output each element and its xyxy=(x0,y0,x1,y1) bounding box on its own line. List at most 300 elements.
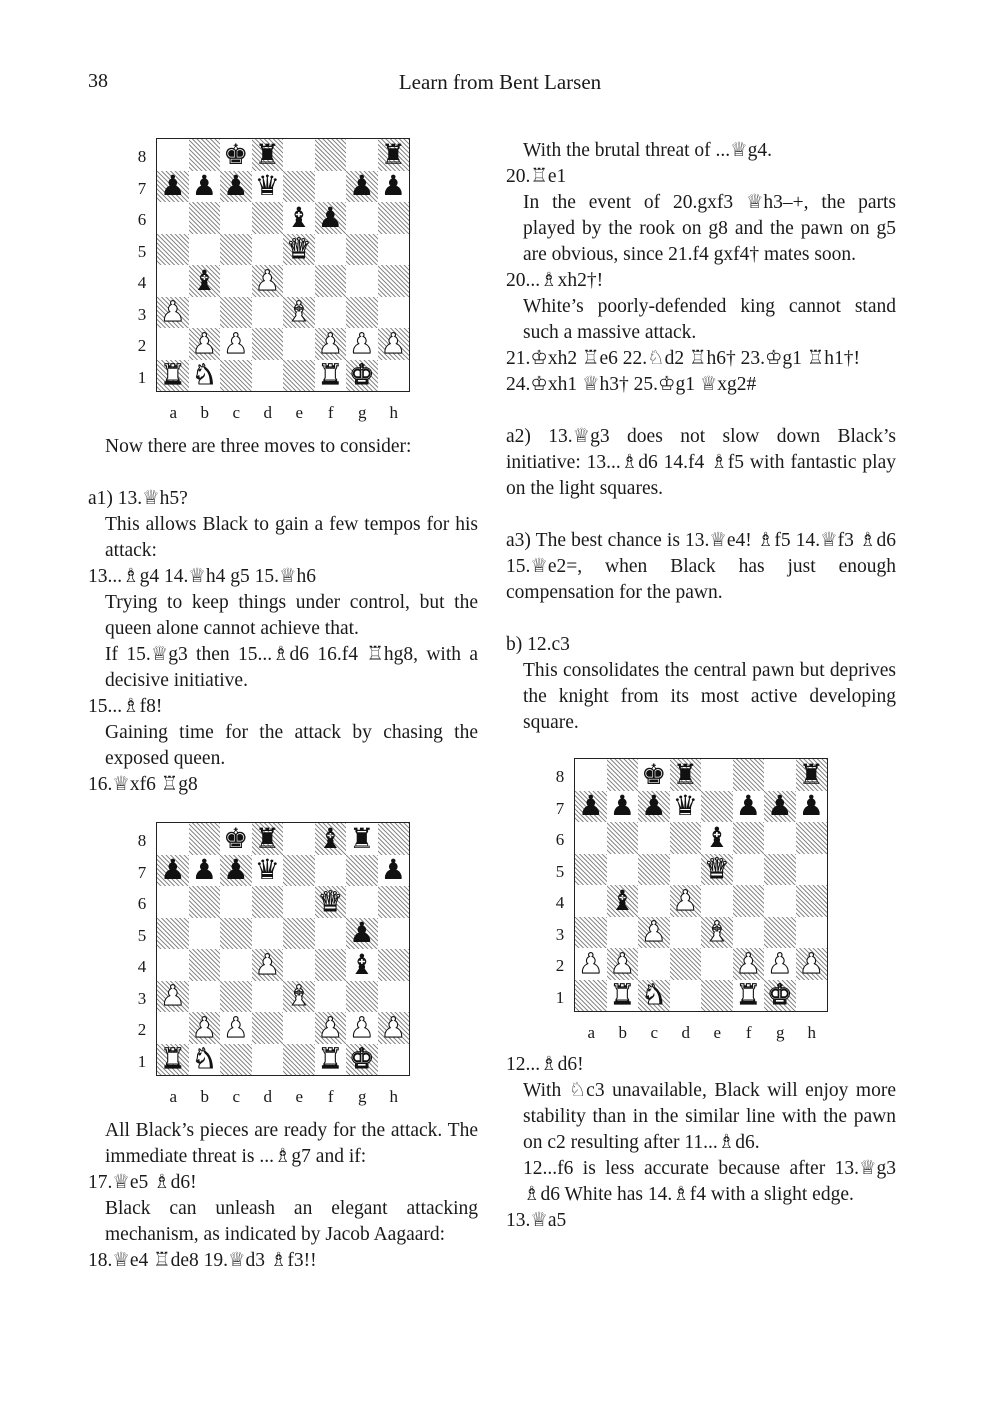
white-bishop-icon: ♝ xyxy=(704,915,730,949)
move-line: 15...♗f8! xyxy=(88,696,163,717)
file-label: b xyxy=(200,403,209,422)
black-pawn-icon: ♟ xyxy=(349,169,375,203)
square-b7 xyxy=(189,171,221,203)
square-a2 xyxy=(157,328,189,360)
black-king-icon: ♚ xyxy=(223,821,249,855)
square-b1 xyxy=(607,980,639,1012)
comment-paragraph: If 15.♕g3 then 15...♗d6 16.f4 ♖hg8, with a decisive initiative. xyxy=(105,644,478,691)
file-label: h xyxy=(807,1023,816,1042)
square-b3 xyxy=(189,297,221,329)
white-knight-icon: ♞ xyxy=(641,978,667,1012)
square-d6 xyxy=(670,822,702,854)
square-c2 xyxy=(220,1012,252,1044)
square-e1 xyxy=(701,980,733,1012)
square-a5 xyxy=(157,234,189,266)
square-f6 xyxy=(315,886,347,918)
square-a6 xyxy=(575,822,607,854)
black-rook-icon: ♜ xyxy=(798,757,824,791)
square-f6 xyxy=(315,202,347,234)
square-g7 xyxy=(346,171,378,203)
white-rook-icon: ♜ xyxy=(609,978,635,1012)
square-c2 xyxy=(220,328,252,360)
comment-paragraph: With ♘c3 unavailable, Black will enjoy more stability than in the similar line with the pawn on c2 resulting after 11...♗d6. xyxy=(523,1080,896,1153)
black-pawn-icon: ♟ xyxy=(380,169,406,203)
square-d5 xyxy=(670,854,702,886)
white-pawn-icon: ♟ xyxy=(380,326,406,360)
square-d7 xyxy=(252,171,284,203)
black-rook-icon: ♜ xyxy=(254,137,280,171)
square-e2 xyxy=(283,1012,315,1044)
square-g3 xyxy=(764,917,796,949)
square-e7 xyxy=(283,855,315,887)
square-c8 xyxy=(220,139,252,171)
square-b2 xyxy=(189,328,221,360)
square-f2 xyxy=(315,328,347,360)
square-g8 xyxy=(346,823,378,855)
square-a4 xyxy=(157,265,189,297)
square-f8 xyxy=(315,139,347,171)
move-line: 20...♗xh2†! xyxy=(506,270,604,291)
file-label: d xyxy=(263,1087,272,1106)
square-b6 xyxy=(189,886,221,918)
square-b5 xyxy=(189,234,221,266)
rank-label: 1 xyxy=(555,987,565,1007)
comment-paragraph: 12...f6 is less accurate because after 13.♕g3 ♗d6 White has 14.♗f4 with a slight edge. xyxy=(523,1158,896,1205)
square-g3 xyxy=(346,981,378,1013)
square-d1 xyxy=(670,980,702,1012)
square-a1 xyxy=(157,1044,189,1076)
rank-label: 6 xyxy=(137,210,147,229)
rank-label: 4 xyxy=(555,893,565,912)
square-g4 xyxy=(346,949,378,981)
square-h1 xyxy=(378,360,410,392)
square-b4 xyxy=(189,265,221,297)
text-line: Now there are three moves to consider: xyxy=(105,436,412,457)
square-d1 xyxy=(252,1044,284,1076)
black-rook-icon: ♜ xyxy=(672,757,698,791)
square-a1 xyxy=(575,980,607,1012)
square-g1 xyxy=(764,980,796,1012)
square-a3 xyxy=(157,297,189,329)
white-pawn-icon: ♟ xyxy=(191,1010,217,1044)
white-rook-icon: ♜ xyxy=(317,1042,343,1076)
square-b4 xyxy=(607,885,639,917)
chess-diagram-1 xyxy=(88,137,406,428)
comment-paragraph: All Black’s pieces are ready for the attack. The immediate threat is ...♗g7 and if: xyxy=(105,1120,478,1167)
white-bishop-icon: ♝ xyxy=(286,979,312,1013)
square-g6 xyxy=(346,202,378,234)
square-a8 xyxy=(157,139,189,171)
square-d6 xyxy=(252,886,284,918)
file-label: a xyxy=(587,1023,596,1042)
square-c3 xyxy=(638,917,670,949)
move-line: 18.♕e4 ♖de8 19.♕d3 ♗f3!! xyxy=(88,1250,317,1271)
square-g2 xyxy=(346,1012,378,1044)
rank-label: 7 xyxy=(137,178,147,198)
square-d1 xyxy=(252,360,284,392)
square-f3 xyxy=(315,297,347,329)
rank-label: 8 xyxy=(555,767,565,786)
file-label: d xyxy=(263,403,272,422)
square-d2 xyxy=(252,1012,284,1044)
white-pawn-icon: ♟ xyxy=(798,946,824,980)
square-a5 xyxy=(575,854,607,886)
square-h2 xyxy=(378,1012,410,1044)
rank-label: 6 xyxy=(137,894,147,913)
square-h4 xyxy=(796,885,828,917)
square-d3 xyxy=(670,917,702,949)
black-pawn-icon: ♟ xyxy=(160,853,186,887)
black-pawn-icon: ♟ xyxy=(609,789,635,823)
square-a7 xyxy=(157,171,189,203)
rank-label: 2 xyxy=(137,336,147,355)
black-bishop-icon: ♝ xyxy=(317,821,343,855)
square-e8 xyxy=(283,139,315,171)
move-line: 17.♕e5 ♗d6! xyxy=(88,1172,197,1193)
white-pawn-icon: ♟ xyxy=(641,915,667,949)
comment-paragraph: In the event of 20.gxf3 ♕h3–+, the parts played by the rook on g8 and the pawn on g5 are obvious, since 21.f4 gxf4† mates soon. xyxy=(523,192,896,265)
square-e5 xyxy=(283,234,315,266)
square-c6 xyxy=(220,202,252,234)
square-e8 xyxy=(283,823,315,855)
file-label: a xyxy=(169,403,178,422)
square-h8 xyxy=(796,759,828,791)
square-c7 xyxy=(638,791,670,823)
comment-paragraph: White’s poorly-defended king cannot stand such a massive attack. xyxy=(523,296,896,343)
square-f1 xyxy=(733,980,765,1012)
square-a5 xyxy=(157,918,189,950)
square-b1 xyxy=(189,360,221,392)
square-f2 xyxy=(315,1012,347,1044)
move-line: 16.♕xf6 ♖g8 xyxy=(88,774,198,795)
white-pawn-icon: ♟ xyxy=(191,326,217,360)
square-e6 xyxy=(701,822,733,854)
square-f4 xyxy=(315,265,347,297)
square-e2 xyxy=(701,948,733,980)
square-g6 xyxy=(764,822,796,854)
square-b5 xyxy=(607,854,639,886)
square-h3 xyxy=(796,917,828,949)
black-pawn-icon: ♟ xyxy=(223,169,249,203)
rank-label: 5 xyxy=(137,925,147,945)
square-d8 xyxy=(252,139,284,171)
comment-paragraph: With the brutal threat of ...♕g4. xyxy=(523,140,773,161)
black-queen-icon: ♛ xyxy=(672,789,698,823)
white-pawn-icon: ♟ xyxy=(254,263,280,297)
file-label: h xyxy=(389,403,398,422)
black-king-icon: ♚ xyxy=(223,137,249,171)
square-a7 xyxy=(575,791,607,823)
rank-label: 2 xyxy=(555,956,565,975)
white-bishop-icon: ♝ xyxy=(286,295,312,329)
black-pawn-icon: ♟ xyxy=(317,200,343,234)
black-pawn-icon: ♟ xyxy=(767,789,793,823)
square-h7 xyxy=(378,171,410,203)
square-b7 xyxy=(189,855,221,887)
black-pawn-icon: ♟ xyxy=(578,789,604,823)
square-g8 xyxy=(764,759,796,791)
chessboard xyxy=(156,822,410,1076)
white-pawn-icon: ♟ xyxy=(223,326,249,360)
white-queen-icon: ♛ xyxy=(704,852,730,886)
comment-paragraph: Black can unleash an elegant attacking mechanism, as indicated by Jacob Aagaard: xyxy=(105,1198,478,1245)
file-label: g xyxy=(358,403,367,422)
square-a4 xyxy=(157,949,189,981)
square-g5 xyxy=(764,854,796,886)
file-label: g xyxy=(358,1087,367,1106)
square-h7 xyxy=(378,855,410,887)
black-pawn-icon: ♟ xyxy=(735,789,761,823)
white-rook-icon: ♜ xyxy=(735,978,761,1012)
square-g4 xyxy=(764,885,796,917)
square-f7 xyxy=(315,171,347,203)
variation-heading: b) 12.c3 xyxy=(506,634,570,655)
white-queen-icon: ♛ xyxy=(317,884,343,918)
page-header xyxy=(0,70,1000,100)
move-line: 21.♔xh2 ♖e6 22.♘d2 ♖h6† 23.♔g1 ♖h1†! 24.♔xh1 ♕h3† 25.♔g1 ♕xg2# xyxy=(506,348,861,395)
square-d5 xyxy=(252,918,284,950)
square-e4 xyxy=(701,885,733,917)
file-label: b xyxy=(618,1023,627,1042)
file-label: g xyxy=(776,1023,785,1042)
square-e1 xyxy=(283,1044,315,1076)
square-h6 xyxy=(796,822,828,854)
comment-paragraph: Gaining time for the attack by chasing the exposed queen. xyxy=(105,722,478,769)
square-a6 xyxy=(157,886,189,918)
file-label: f xyxy=(327,403,334,422)
square-c3 xyxy=(220,981,252,1013)
square-g1 xyxy=(346,360,378,392)
square-g7 xyxy=(764,791,796,823)
square-h8 xyxy=(378,139,410,171)
square-f5 xyxy=(315,234,347,266)
chessboard xyxy=(574,758,828,1012)
black-rook-icon: ♜ xyxy=(254,821,280,855)
square-d3 xyxy=(252,981,284,1013)
square-f4 xyxy=(315,949,347,981)
file-label: h xyxy=(389,1087,398,1106)
square-g6 xyxy=(346,886,378,918)
square-e6 xyxy=(283,886,315,918)
rank-label: 5 xyxy=(137,241,147,261)
square-d4 xyxy=(252,949,284,981)
square-a3 xyxy=(575,917,607,949)
square-c4 xyxy=(220,265,252,297)
square-g7 xyxy=(346,855,378,887)
black-bishop-icon: ♝ xyxy=(349,947,375,981)
rank-label: 4 xyxy=(137,957,147,976)
comment-paragraph: This allows Black to gain a few tempos for his attack: xyxy=(105,514,478,561)
square-c6 xyxy=(638,822,670,854)
square-a8 xyxy=(157,823,189,855)
white-pawn-icon: ♟ xyxy=(578,946,604,980)
square-c3 xyxy=(220,297,252,329)
rank-label: 3 xyxy=(137,304,147,324)
square-h3 xyxy=(378,297,410,329)
square-a8 xyxy=(575,759,607,791)
square-d2 xyxy=(670,948,702,980)
rank-label: 6 xyxy=(555,830,565,849)
white-pawn-icon: ♟ xyxy=(223,1010,249,1044)
square-b6 xyxy=(607,822,639,854)
file-label: f xyxy=(745,1023,752,1042)
black-pawn-icon: ♟ xyxy=(798,789,824,823)
square-b2 xyxy=(607,948,639,980)
square-b2 xyxy=(189,1012,221,1044)
square-f1 xyxy=(315,360,347,392)
square-d3 xyxy=(252,297,284,329)
square-f3 xyxy=(733,917,765,949)
square-e3 xyxy=(283,981,315,1013)
file-label: c xyxy=(232,403,241,422)
square-f2 xyxy=(733,948,765,980)
square-d8 xyxy=(252,823,284,855)
rank-label: 7 xyxy=(555,798,565,818)
black-pawn-icon: ♟ xyxy=(349,916,375,950)
square-e8 xyxy=(701,759,733,791)
square-c5 xyxy=(220,234,252,266)
black-pawn-icon: ♟ xyxy=(641,789,667,823)
square-c6 xyxy=(220,886,252,918)
square-g4 xyxy=(346,265,378,297)
square-g8 xyxy=(346,139,378,171)
square-e5 xyxy=(283,918,315,950)
square-c5 xyxy=(220,918,252,950)
square-c2 xyxy=(638,948,670,980)
square-d7 xyxy=(252,855,284,887)
square-h4 xyxy=(378,265,410,297)
rank-label: 3 xyxy=(555,924,565,944)
white-knight-icon: ♞ xyxy=(191,358,217,392)
rank-label: 1 xyxy=(137,1051,147,1071)
white-pawn-icon: ♟ xyxy=(160,979,186,1013)
square-c8 xyxy=(220,823,252,855)
square-e6 xyxy=(283,202,315,234)
black-bishop-icon: ♝ xyxy=(191,263,217,297)
comment-paragraph: This consolidates the central pawn but deprives the knight from its most active developing square. xyxy=(523,660,896,733)
page-number: 38 xyxy=(88,70,108,92)
square-b4 xyxy=(189,949,221,981)
white-pawn-icon: ♟ xyxy=(160,295,186,329)
left-column xyxy=(88,138,478,1274)
move-line: 12...♗d6! xyxy=(506,1054,584,1075)
square-h6 xyxy=(378,202,410,234)
rank-label: 2 xyxy=(137,1020,147,1039)
square-e7 xyxy=(701,791,733,823)
square-e2 xyxy=(283,328,315,360)
square-a6 xyxy=(157,202,189,234)
square-d4 xyxy=(670,885,702,917)
square-f5 xyxy=(733,854,765,886)
square-b8 xyxy=(189,823,221,855)
black-pawn-icon: ♟ xyxy=(223,853,249,887)
square-h6 xyxy=(378,886,410,918)
square-f3 xyxy=(315,981,347,1013)
square-a1 xyxy=(157,360,189,392)
square-c7 xyxy=(220,171,252,203)
square-a2 xyxy=(157,1012,189,1044)
square-h1 xyxy=(378,1044,410,1076)
square-b7 xyxy=(607,791,639,823)
square-d8 xyxy=(670,759,702,791)
square-c4 xyxy=(638,885,670,917)
square-b8 xyxy=(607,759,639,791)
square-e1 xyxy=(283,360,315,392)
file-label: e xyxy=(713,1023,722,1042)
white-queen-icon: ♛ xyxy=(286,232,312,266)
black-bishop-icon: ♝ xyxy=(286,200,312,234)
square-e3 xyxy=(701,917,733,949)
chessboard xyxy=(156,138,410,392)
square-b3 xyxy=(607,917,639,949)
square-h1 xyxy=(796,980,828,1012)
square-f4 xyxy=(733,885,765,917)
square-d5 xyxy=(252,234,284,266)
white-rook-icon: ♜ xyxy=(160,358,186,392)
running-title: Learn from Bent Larsen xyxy=(398,70,602,94)
white-pawn-icon: ♟ xyxy=(735,946,761,980)
white-pawn-icon: ♟ xyxy=(317,326,343,360)
file-label: e xyxy=(295,403,304,422)
square-c8 xyxy=(638,759,670,791)
square-d2 xyxy=(252,328,284,360)
square-h5 xyxy=(796,854,828,886)
white-pawn-icon: ♟ xyxy=(609,946,635,980)
file-label: e xyxy=(295,1087,304,1106)
chess-diagram-2 xyxy=(88,821,406,1112)
black-rook-icon: ♜ xyxy=(380,137,406,171)
black-pawn-icon: ♟ xyxy=(160,169,186,203)
rank-label: 1 xyxy=(137,367,147,387)
chess-diagram-3 xyxy=(506,757,824,1048)
rank-label: 8 xyxy=(137,147,147,166)
square-b8 xyxy=(189,139,221,171)
square-g5 xyxy=(346,918,378,950)
black-king-icon: ♚ xyxy=(641,757,667,791)
square-e5 xyxy=(701,854,733,886)
move-line: 13.♕a5 xyxy=(506,1210,567,1231)
black-pawn-icon: ♟ xyxy=(191,853,217,887)
square-e7 xyxy=(283,171,315,203)
white-knight-icon: ♞ xyxy=(191,1042,217,1076)
square-a7 xyxy=(157,855,189,887)
square-h8 xyxy=(378,823,410,855)
square-g2 xyxy=(764,948,796,980)
white-pawn-icon: ♟ xyxy=(767,946,793,980)
black-pawn-icon: ♟ xyxy=(191,169,217,203)
square-b1 xyxy=(189,1044,221,1076)
square-f6 xyxy=(733,822,765,854)
white-rook-icon: ♜ xyxy=(317,358,343,392)
square-f5 xyxy=(315,918,347,950)
white-king-icon: ♚ xyxy=(349,1042,375,1076)
square-a3 xyxy=(157,981,189,1013)
white-pawn-icon: ♟ xyxy=(349,326,375,360)
white-pawn-icon: ♟ xyxy=(317,1010,343,1044)
square-c1 xyxy=(220,360,252,392)
square-e4 xyxy=(283,265,315,297)
square-f1 xyxy=(315,1044,347,1076)
square-e3 xyxy=(283,297,315,329)
white-pawn-icon: ♟ xyxy=(349,1010,375,1044)
white-king-icon: ♚ xyxy=(349,358,375,392)
square-b6 xyxy=(189,202,221,234)
square-a4 xyxy=(575,885,607,917)
square-f8 xyxy=(733,759,765,791)
square-h2 xyxy=(378,328,410,360)
rank-label: 5 xyxy=(555,861,565,881)
square-h2 xyxy=(796,948,828,980)
